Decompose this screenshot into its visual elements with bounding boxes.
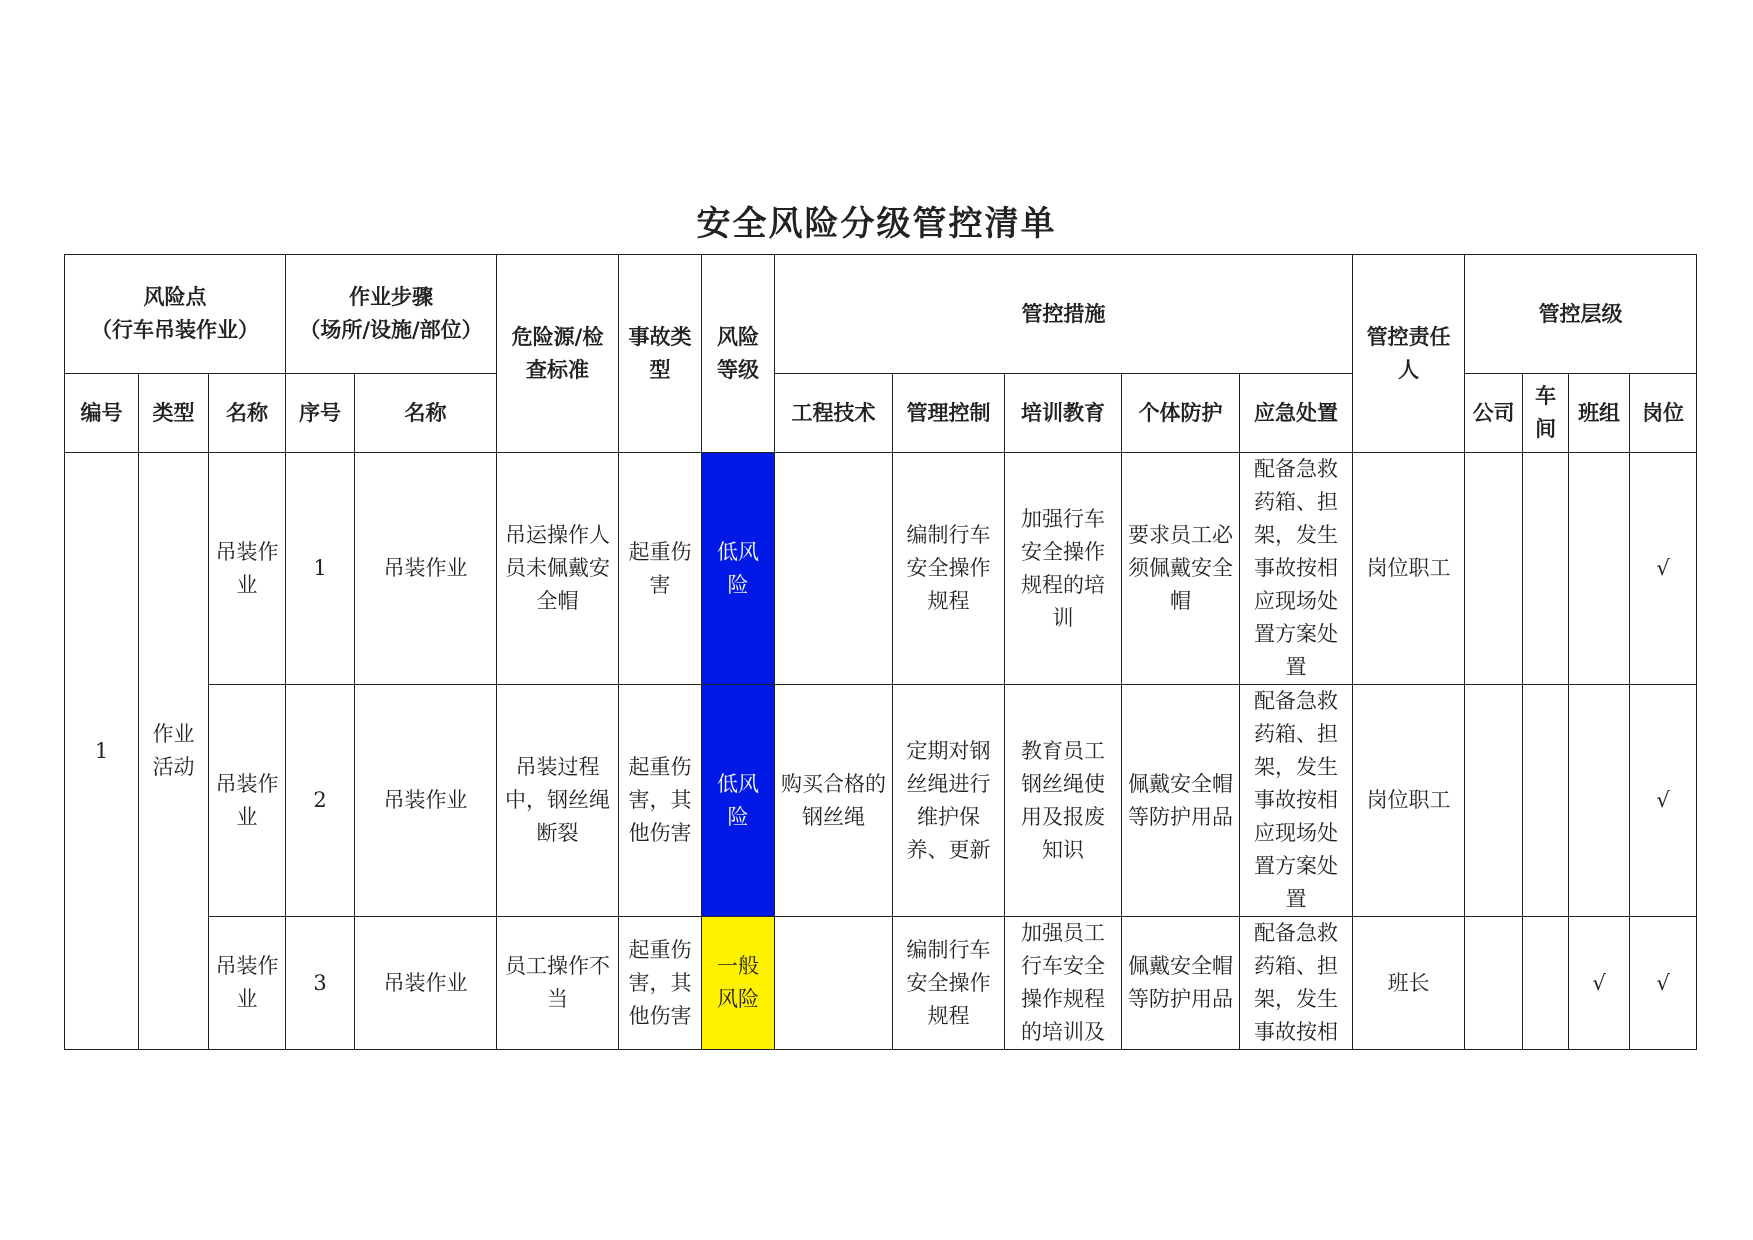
- row-post: √: [1630, 685, 1697, 917]
- header-row-1: [65, 255, 1697, 374]
- table-row: [65, 917, 1697, 1050]
- page-title: 安全风险分级管控清单: [696, 204, 1057, 244]
- header-seq: 序号: [286, 374, 355, 453]
- row-step-name: 吊装作业: [355, 685, 497, 917]
- header-post: 岗位: [1630, 374, 1697, 453]
- row-team: √: [1569, 917, 1630, 1050]
- row-training: 加强员工行车安全操作规程的培训及: [1005, 917, 1122, 1050]
- header-team: 班组: [1569, 374, 1630, 453]
- table-row: [65, 453, 1697, 685]
- header-control-measures: 管控措施: [775, 255, 1353, 374]
- header-no: 编号: [65, 374, 139, 453]
- row-management: 编制行车安全操作规程: [893, 453, 1005, 685]
- header-ppe: 个体防护: [1122, 374, 1240, 453]
- row-ppe: 要求员工必须佩戴安全帽: [1122, 453, 1240, 685]
- row-hazard: 吊运操作人员未佩戴安全帽: [497, 453, 619, 685]
- row-company: [1465, 685, 1523, 917]
- group-no: 1: [65, 453, 139, 1050]
- row-accident: 起重伤害，其他伤害: [619, 917, 702, 1050]
- row-seq: 3: [286, 917, 355, 1050]
- row-risk-level: 低风险: [702, 685, 775, 917]
- row-risk-level: 一般风险: [702, 917, 775, 1050]
- header-engineering: 工程技术: [775, 374, 893, 453]
- header-management: 管理控制: [893, 374, 1005, 453]
- row-step-name: 吊装作业: [355, 917, 497, 1050]
- row-company: [1465, 453, 1523, 685]
- header-company: 公司: [1465, 374, 1523, 453]
- row-hazard: 员工操作不当: [497, 917, 619, 1050]
- row-management: 编制行车安全操作规程: [893, 917, 1005, 1050]
- header-type: 类型: [139, 374, 209, 453]
- row-engineering: [775, 917, 893, 1050]
- header-emergency: 应急处置: [1240, 374, 1353, 453]
- row-workshop: [1523, 685, 1569, 917]
- header-name: 名称: [209, 374, 286, 453]
- row-name: 吊装作业: [209, 685, 286, 917]
- row-step-name: 吊装作业: [355, 453, 497, 685]
- row-ppe: 佩戴安全帽等防护用品: [1122, 685, 1240, 917]
- row-emergency: 配备急救药箱、担架，发生事故按相: [1240, 917, 1353, 1050]
- risk-control-table: [64, 254, 1697, 1050]
- header-work-step: 作业步骤 （场所/设施/部位）: [286, 255, 497, 374]
- row-management: 定期对钢丝绳进行维护保养、更新: [893, 685, 1005, 917]
- row-training: 教育员工钢丝绳使用及报废知识: [1005, 685, 1122, 917]
- row-team: [1569, 685, 1630, 917]
- header-risk-level: 风险等级: [702, 255, 775, 453]
- row-responsible: 班长: [1353, 917, 1465, 1050]
- row-accident: 起重伤害，其他伤害: [619, 685, 702, 917]
- header-risk-point: 风险点 （行车吊装作业）: [65, 255, 286, 374]
- header-hazard: 危险源/检查标准: [497, 255, 619, 453]
- header-responsible: 管控责任人: [1353, 255, 1465, 453]
- row-name: 吊装作业: [209, 917, 286, 1050]
- row-emergency: 配备急救药箱、担架，发生事故按相应现场处置方案处置: [1240, 685, 1353, 917]
- row-team: [1569, 453, 1630, 685]
- row-responsible: 岗位职工: [1353, 453, 1465, 685]
- row-engineering: 购买合格的钢丝绳: [775, 685, 893, 917]
- row-training: 加强行车安全操作规程的培训: [1005, 453, 1122, 685]
- header-control-level: 管控层级: [1465, 255, 1697, 374]
- row-responsible: 岗位职工: [1353, 685, 1465, 917]
- row-post: √: [1630, 453, 1697, 685]
- table-row: [65, 685, 1697, 917]
- header-workshop: 车间: [1523, 374, 1569, 453]
- row-company: [1465, 917, 1523, 1050]
- row-workshop: [1523, 453, 1569, 685]
- row-post: √: [1630, 917, 1697, 1050]
- row-name: 吊装作业: [209, 453, 286, 685]
- row-emergency: 配备急救药箱、担架，发生事故按相应现场处置方案处置: [1240, 453, 1353, 685]
- row-ppe: 佩戴安全帽等防护用品: [1122, 917, 1240, 1050]
- row-risk-level: 低风险: [702, 453, 775, 685]
- header-training: 培训教育: [1005, 374, 1122, 453]
- group-type: 作业活动: [139, 453, 209, 1050]
- header-step-name: 名称: [355, 374, 497, 453]
- row-seq: 2: [286, 685, 355, 917]
- row-accident: 起重伤害: [619, 453, 702, 685]
- header-accident-type: 事故类型: [619, 255, 702, 453]
- row-seq: 1: [286, 453, 355, 685]
- row-engineering: [775, 453, 893, 685]
- row-workshop: [1523, 917, 1569, 1050]
- row-hazard: 吊装过程中，钢丝绳断裂: [497, 685, 619, 917]
